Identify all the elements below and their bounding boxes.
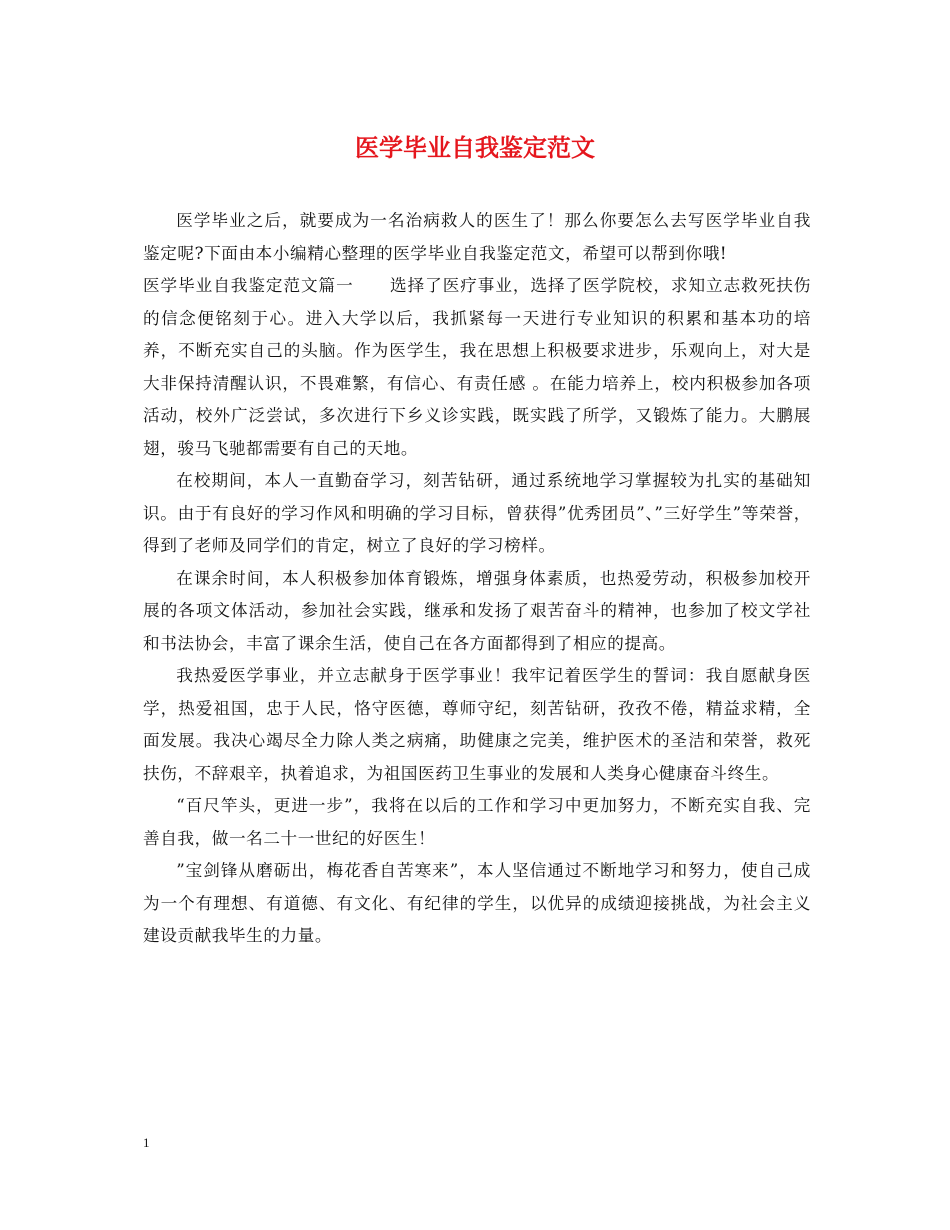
intro-paragraph	[143, 205, 811, 270]
body-paragraph: 我热爱医学事业，并立志献身于医学事业！我牢记着医学生的誓词：我自愿献身医学，热爱祖国，忠于人民，恪守医德，尊师守纪，刻苦钻研，孜孜不倦，精益求精，全面发展。我决心竭尽全力除人类之病痛，助健康之完美，维护医术的圣洁和荣誉，救死扶伤，不辞艰辛，执着追求，为祖国医药卫生事业的发展和人类身心健康奋斗终生。	[143, 666, 811, 783]
body-paragraph: “百尺竿头，更进一步”，我将在以后的工作和学习中更加努力，不断充实自我、完善自我，做一名二十一世纪的好医生！	[143, 796, 811, 848]
section-paragraph	[143, 270, 811, 465]
document-title: 医学毕业自我鉴定范文	[355, 133, 595, 162]
body-paragraph: 在课余时间，本人积极参加体育锻炼，增强身体素质，也热爱劳动，积极参加校开展的各项文体活动，参加社会实践，继承和发扬了艰苦奋斗的精神，也参加了校文学社和书法协会，丰富了课余生活，使自己在各方面都得到了相应的提高。	[143, 568, 811, 653]
section-text: 选择了医疗事业，选择了医学院校，求知立志救死扶伤的信念便铭刻于心。进入大学以后，我抓紧每一天进行专业知识的积累和基本功的培养，不断充实自己的头脑。作为医学生，我在思想上积极要求进步，乐观向上，对大是大非保持清醒认识，不畏难繁，有信心、有责任感 。在能力培养上，校内积极参加各项活动，校外广泛尝试，多次进行下乡义诊实践，既实践了所学，又锻炼了能力。大鹏展翅，骏马飞驰都需要有自己的天地。	[143, 276, 811, 458]
intro-text: 医学毕业之后，就要成为一名治病救人的医生了！那么你要怎么去写医学毕业自我鉴定呢?下面由本小编精心整理的医学毕业自我鉴定范文，希望可以帮到你哦!	[143, 211, 811, 263]
body-paragraph: 在校期间，本人一直勤奋学习，刻苦钻研，通过系统地学习掌握较为扎实的基础知识。由于有良好的学习作风和明确的学习目标，曾获得”优秀团员”、”三好学生”等荣誉，得到了老师及同学们的肯定，树立了良好的学习榜样。	[143, 471, 811, 555]
document-body	[143, 205, 811, 953]
body-paragraph: ”宝剑锋从磨砺出，梅花香自苦寒来”，本人坚信通过不断地学习和努力，使自己成为一个有理想、有道德、有文化、有纪律的学生，以优异的成绩迎接挑战，为社会主义建设贡献我毕生的力量。	[143, 861, 811, 945]
section-label: 医学毕业自我鉴定范文篇一	[143, 276, 354, 295]
page-number: 1	[143, 1135, 150, 1150]
